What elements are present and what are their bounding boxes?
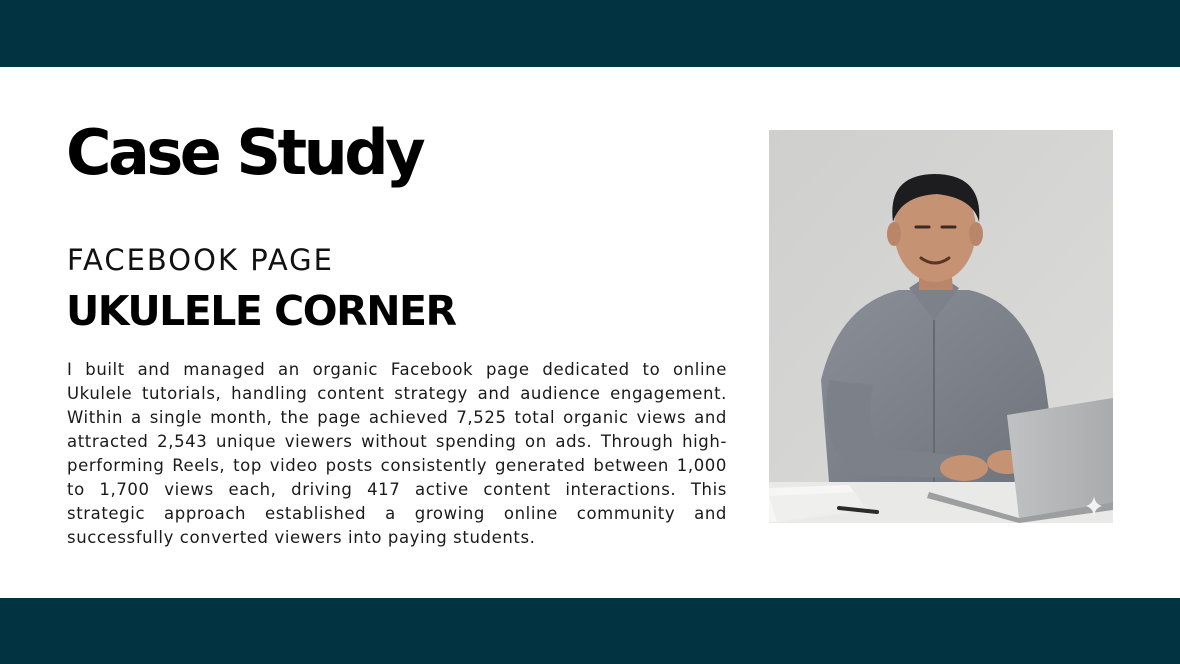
portrait-photo xyxy=(769,130,1113,523)
project-category: FACEBOOK PAGE xyxy=(67,243,334,277)
project-title: UKULELE CORNER xyxy=(66,287,456,335)
case-study-description: I built and managed an organic Facebook page dedicated to online Ukulele tutorials, handling content strategy and audience engagement. Within a single month, the page achieved 7,525 total organic views and attracted 2,543 unique viewers without spending on ads. Through high-performing Reels, top video posts consistently generated between 1,000 to 1,700 views each, driving 417 active content interactions. This strategic approach established a growing online community and successfully converted viewers into paying students. xyxy=(67,360,727,547)
bottom-footer-band xyxy=(0,598,1180,664)
photo-illustration xyxy=(769,130,1113,523)
slide-heading: Case Study xyxy=(66,116,423,189)
top-header-band xyxy=(0,0,1180,67)
